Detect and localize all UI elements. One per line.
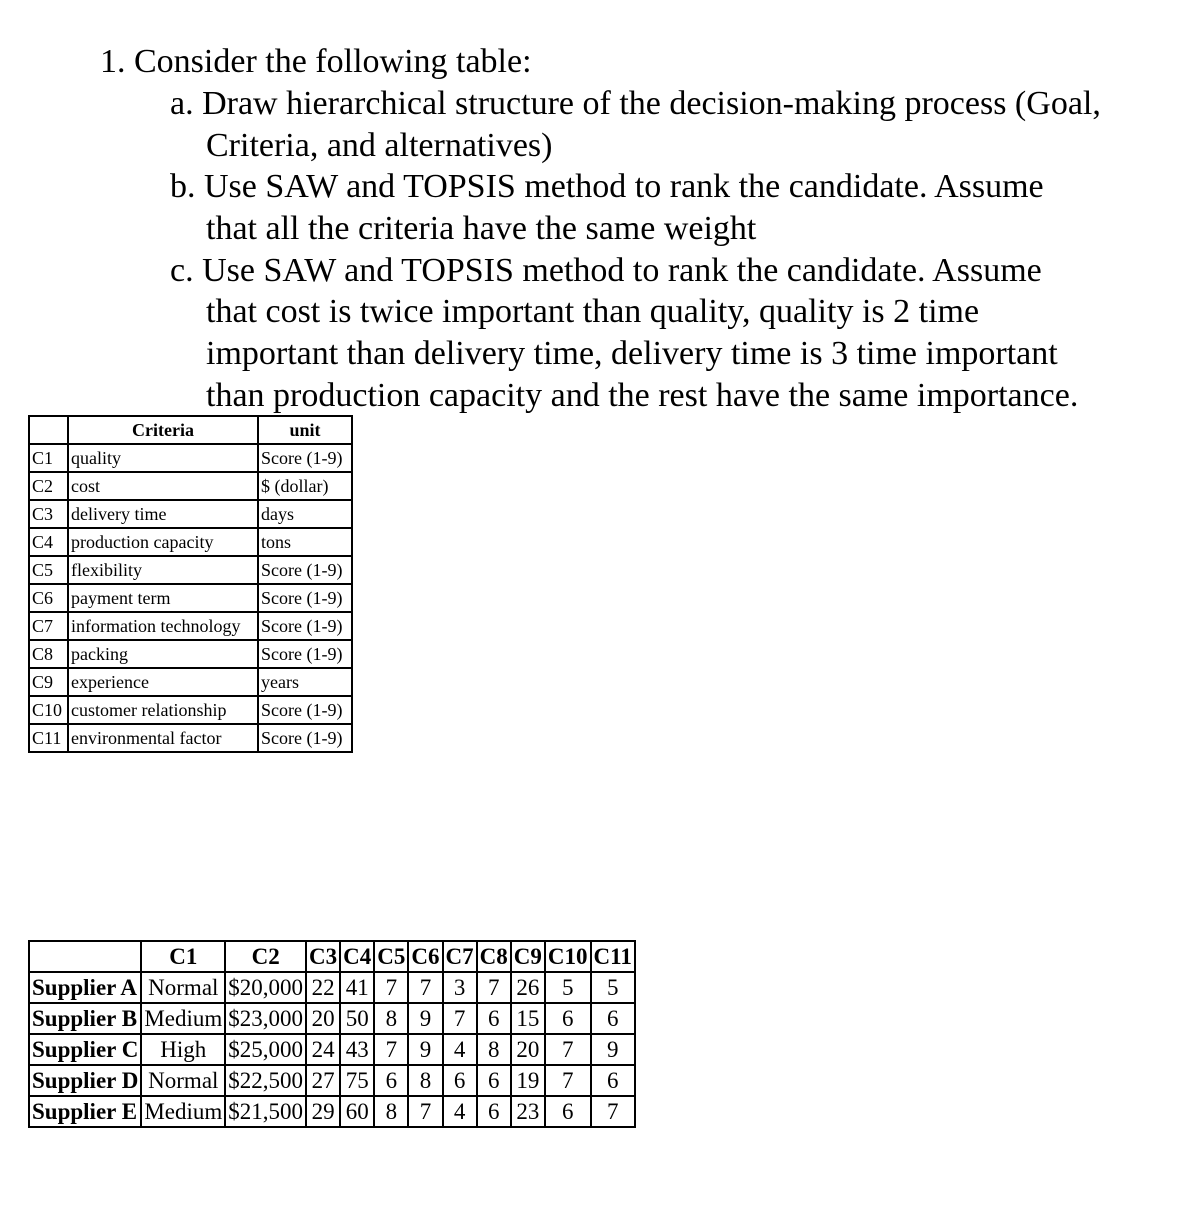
supplier-value-cell: 6 xyxy=(443,1065,477,1096)
criteria-code: C5 xyxy=(29,556,68,584)
supplier-value-cell: 23 xyxy=(511,1096,545,1127)
supplier-value-cell: 7 xyxy=(443,1003,477,1034)
supplier-header-cell: C11 xyxy=(591,941,635,972)
supplier-header-row xyxy=(29,941,635,972)
table-row xyxy=(29,972,635,1003)
table-row xyxy=(29,612,352,640)
criteria-header-code xyxy=(29,416,68,444)
supplier-value-cell: $21,500 xyxy=(225,1096,306,1127)
supplier-value-cell: 6 xyxy=(374,1065,408,1096)
supplier-value-cell: 5 xyxy=(545,972,591,1003)
criteria-unit: days xyxy=(258,500,352,528)
supplier-value-cell: 8 xyxy=(477,1034,511,1065)
supplier-value-cell: 7 xyxy=(374,972,408,1003)
supplier-value-cell: High xyxy=(141,1034,225,1065)
supplier-value-cell: 7 xyxy=(545,1034,591,1065)
question-part-a-line-1: a. Draw hierarchical structure of the decision-making process (Goal, xyxy=(170,85,1101,122)
supplier-value-cell: 7 xyxy=(374,1034,408,1065)
supplier-value-cell: 5 xyxy=(591,972,635,1003)
question-title: 1. Consider the following table: xyxy=(100,43,532,80)
table-row xyxy=(29,696,352,724)
supplier-value-cell: 20 xyxy=(511,1034,545,1065)
supplier-value-cell: 9 xyxy=(408,1034,442,1065)
criteria-code: C7 xyxy=(29,612,68,640)
criteria-unit: Score (1-9) xyxy=(258,444,352,472)
criteria-name: experience xyxy=(68,668,258,696)
supplier-value-cell: 6 xyxy=(477,1003,511,1034)
criteria-name: payment term xyxy=(68,584,258,612)
criteria-table xyxy=(28,415,353,753)
criteria-name: quality xyxy=(68,444,258,472)
supplier-value-cell: 41 xyxy=(340,972,374,1003)
question-part-c-line-4: than production capacity and the rest have the same importance. xyxy=(206,377,1079,414)
supplier-name: Supplier E xyxy=(29,1096,141,1127)
criteria-name: customer relationship xyxy=(68,696,258,724)
criteria-table-body xyxy=(29,444,352,752)
supplier-header-cell: C5 xyxy=(374,941,408,972)
criteria-code: C10 xyxy=(29,696,68,724)
supplier-header-cell: C2 xyxy=(225,941,306,972)
table-row xyxy=(29,724,352,752)
supplier-value-cell: 27 xyxy=(306,1065,340,1096)
supplier-value-cell: Medium xyxy=(141,1003,225,1034)
supplier-value-cell: 29 xyxy=(306,1096,340,1127)
supplier-header-cell: C10 xyxy=(545,941,591,972)
criteria-name: environmental factor xyxy=(68,724,258,752)
supplier-value-cell: 4 xyxy=(443,1096,477,1127)
supplier-header-cell: C6 xyxy=(408,941,442,972)
supplier-value-cell: 7 xyxy=(408,1096,442,1127)
criteria-unit: $ (dollar) xyxy=(258,472,352,500)
supplier-table xyxy=(28,940,636,1128)
supplier-header-cell: C1 xyxy=(141,941,225,972)
supplier-value-cell: 50 xyxy=(340,1003,374,1034)
supplier-header-cell: C8 xyxy=(477,941,511,972)
criteria-code: C3 xyxy=(29,500,68,528)
criteria-unit: tons xyxy=(258,528,352,556)
supplier-name: Supplier D xyxy=(29,1065,141,1096)
supplier-value-cell: Normal xyxy=(141,972,225,1003)
criteria-unit: Score (1-9) xyxy=(258,640,352,668)
supplier-value-cell: 26 xyxy=(511,972,545,1003)
criteria-unit: Score (1-9) xyxy=(258,556,352,584)
criteria-code: C1 xyxy=(29,444,68,472)
supplier-value-cell: Normal xyxy=(141,1065,225,1096)
table-row xyxy=(29,1003,635,1034)
question-part-b-line-1: b. Use SAW and TOPSIS method to rank the candidate. Assume xyxy=(170,168,1044,205)
table-row xyxy=(29,1034,635,1065)
supplier-header-cell xyxy=(29,941,141,972)
criteria-name: production capacity xyxy=(68,528,258,556)
supplier-value-cell: 6 xyxy=(591,1065,635,1096)
supplier-value-cell: 9 xyxy=(591,1034,635,1065)
question-part-b-line-2: that all the criteria have the same weight xyxy=(206,210,757,247)
table-row xyxy=(29,444,352,472)
supplier-name: Supplier B xyxy=(29,1003,141,1034)
supplier-value-cell: 7 xyxy=(477,972,511,1003)
supplier-value-cell: $20,000 xyxy=(225,972,306,1003)
supplier-name: Supplier A xyxy=(29,972,141,1003)
supplier-value-cell: 7 xyxy=(545,1065,591,1096)
criteria-name: cost xyxy=(68,472,258,500)
question-part-c-line-2: that cost is twice important than quality, quality is 2 time xyxy=(206,293,980,330)
supplier-value-cell: 75 xyxy=(340,1065,374,1096)
criteria-unit: Score (1-9) xyxy=(258,696,352,724)
table-row xyxy=(29,668,352,696)
criteria-name: packing xyxy=(68,640,258,668)
supplier-value-cell: 6 xyxy=(591,1003,635,1034)
supplier-value-cell: 43 xyxy=(340,1034,374,1065)
question-part-a-line-2: Criteria, and alternatives) xyxy=(206,127,553,164)
criteria-code: C8 xyxy=(29,640,68,668)
supplier-value-cell: 60 xyxy=(340,1096,374,1127)
supplier-value-cell: $22,500 xyxy=(225,1065,306,1096)
supplier-value-cell: $23,000 xyxy=(225,1003,306,1034)
supplier-table-body xyxy=(29,972,635,1127)
supplier-value-cell: 22 xyxy=(306,972,340,1003)
criteria-header-row xyxy=(29,416,352,444)
supplier-name: Supplier C xyxy=(29,1034,141,1065)
supplier-header-cell: C4 xyxy=(340,941,374,972)
supplier-value-cell: 6 xyxy=(477,1065,511,1096)
table-row xyxy=(29,528,352,556)
question-part-c-line-1: c. Use SAW and TOPSIS method to rank the candidate. Assume xyxy=(170,252,1042,289)
table-row xyxy=(29,472,352,500)
criteria-code: C9 xyxy=(29,668,68,696)
table-row xyxy=(29,1065,635,1096)
question-part-c-line-3: important than delivery time, delivery time is 3 time important xyxy=(206,335,1058,372)
supplier-value-cell: 6 xyxy=(477,1096,511,1127)
supplier-value-cell: 6 xyxy=(545,1003,591,1034)
criteria-name: delivery time xyxy=(68,500,258,528)
supplier-value-cell: 20 xyxy=(306,1003,340,1034)
supplier-value-cell: Medium xyxy=(141,1096,225,1127)
criteria-unit: years xyxy=(258,668,352,696)
supplier-value-cell: 8 xyxy=(374,1096,408,1127)
criteria-code: C2 xyxy=(29,472,68,500)
supplier-value-cell: $25,000 xyxy=(225,1034,306,1065)
supplier-value-cell: 8 xyxy=(374,1003,408,1034)
supplier-value-cell: 15 xyxy=(511,1003,545,1034)
supplier-value-cell: 3 xyxy=(443,972,477,1003)
criteria-unit: Score (1-9) xyxy=(258,724,352,752)
criteria-code: C6 xyxy=(29,584,68,612)
supplier-header-cell: C9 xyxy=(511,941,545,972)
table-row xyxy=(29,584,352,612)
table-row xyxy=(29,556,352,584)
criteria-header-criteria: Criteria xyxy=(68,416,258,444)
criteria-name: flexibility xyxy=(68,556,258,584)
supplier-value-cell: 4 xyxy=(443,1034,477,1065)
supplier-value-cell: 19 xyxy=(511,1065,545,1096)
supplier-value-cell: 6 xyxy=(545,1096,591,1127)
criteria-code: C4 xyxy=(29,528,68,556)
table-row xyxy=(29,640,352,668)
supplier-value-cell: 8 xyxy=(408,1065,442,1096)
criteria-unit: Score (1-9) xyxy=(258,612,352,640)
table-row xyxy=(29,500,352,528)
criteria-header-unit: unit xyxy=(258,416,352,444)
criteria-name: information technology xyxy=(68,612,258,640)
supplier-value-cell: 24 xyxy=(306,1034,340,1065)
criteria-unit: Score (1-9) xyxy=(258,584,352,612)
supplier-value-cell: 7 xyxy=(408,972,442,1003)
supplier-value-cell: 7 xyxy=(591,1096,635,1127)
supplier-header-cell: C7 xyxy=(443,941,477,972)
criteria-code: C11 xyxy=(29,724,68,752)
table-row xyxy=(29,1096,635,1127)
supplier-header-cell: C3 xyxy=(306,941,340,972)
supplier-value-cell: 9 xyxy=(408,1003,442,1034)
